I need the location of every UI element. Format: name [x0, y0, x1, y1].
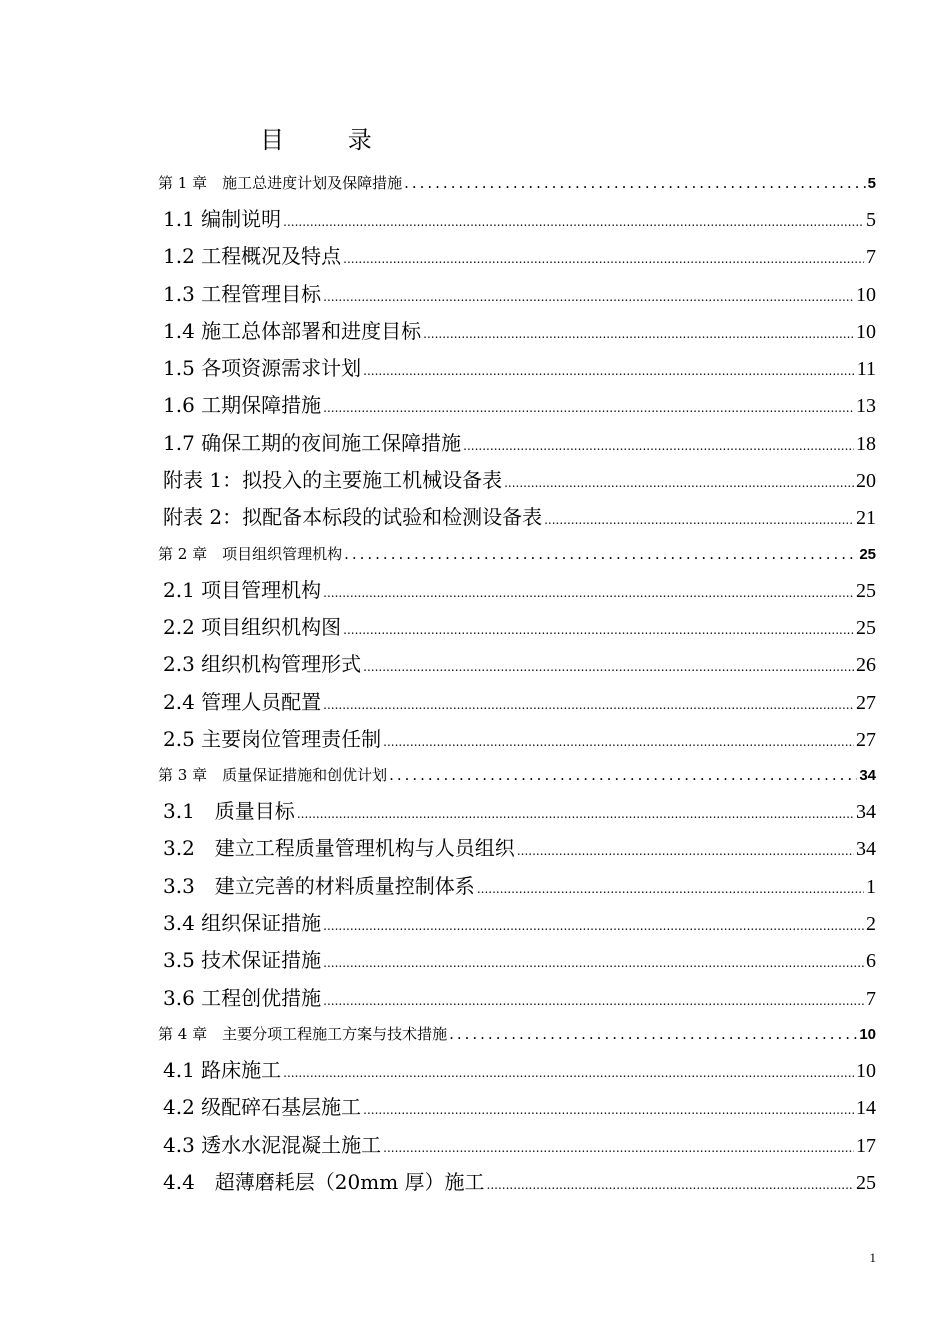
toc-entry-title: 3.1 质量目标 — [163, 799, 295, 824]
dot-leader — [323, 956, 864, 970]
toc-entry-page: 11 — [856, 358, 876, 381]
toc-title: 目 录 — [260, 126, 400, 154]
toc-entry-title: 1.1 编制说明 — [163, 207, 282, 231]
dot-leader — [363, 660, 854, 674]
dot-leader — [389, 766, 857, 784]
toc-entry-title: 4.2 级配碎石基层施工 — [163, 1095, 362, 1120]
toc-section-entry[interactable] — [158, 389, 876, 426]
dot-leader — [323, 919, 864, 933]
toc-entry-page: 34 — [856, 838, 876, 861]
dot-leader — [323, 698, 854, 712]
toc-entry-page: 34 — [856, 801, 876, 824]
dot-leader — [383, 735, 854, 749]
toc-entry-title: 1.6 工期保障措施 — [163, 393, 322, 418]
toc-section-entry[interactable] — [158, 203, 876, 240]
dot-leader — [363, 364, 855, 378]
toc-section-entry[interactable] — [158, 686, 876, 723]
toc-section-entry[interactable] — [158, 1129, 876, 1166]
toc-entry-title: 2.1 项目管理机构 — [163, 577, 322, 602]
toc-section-entry[interactable] — [158, 723, 876, 760]
dot-leader — [297, 807, 854, 821]
toc-entry-page: 17 — [856, 1134, 876, 1157]
toc-entry-title: 3.6 工程创优措施 — [163, 985, 322, 1010]
toc-section-entry[interactable] — [158, 832, 876, 869]
toc-entry-title: 1.4 施工总体部署和进度目标 — [163, 318, 422, 343]
toc-entry-page: 20 — [856, 470, 876, 493]
toc-entry-page: 2 — [866, 913, 876, 936]
page-number: 1 — [869, 1250, 876, 1265]
toc-entry-title: 1.5 各项资源需求计划 — [163, 356, 362, 381]
toc-entry-page: 7 — [866, 987, 876, 1010]
toc-entry-title: 附表 1：拟投入的主要施工机械设备表 — [163, 468, 503, 493]
toc-entry-title: 4.4 超薄磨耗层（20mm 厚）施工 — [163, 1169, 485, 1194]
dot-leader — [343, 623, 854, 637]
toc-entry-title: 附表 2：拟配备本标段的试验和检测设备表 — [163, 505, 543, 530]
toc-entry-title: 第 2 章 项目组织管理机构 — [158, 544, 343, 563]
toc-section-entry[interactable] — [158, 1166, 876, 1203]
dot-leader — [283, 215, 864, 229]
table-of-contents — [158, 168, 876, 1203]
toc-entry-title: 第 4 章 主要分项工程施工方案与技术措施 — [158, 1024, 448, 1043]
toc-section-entry[interactable] — [158, 870, 876, 907]
toc-entry-page: 21 — [856, 507, 876, 530]
dot-leader — [504, 476, 854, 490]
toc-entry-page: 26 — [856, 654, 876, 677]
toc-section-entry[interactable] — [158, 464, 876, 501]
dot-leader — [343, 252, 864, 266]
toc-section-entry[interactable] — [158, 427, 876, 464]
toc-entry-title: 2.3 组织机构管理形式 — [163, 652, 362, 677]
toc-section-entry[interactable] — [158, 1054, 876, 1091]
dot-leader — [449, 1025, 857, 1043]
toc-entry-page: 10 — [856, 283, 876, 306]
dot-leader — [517, 844, 854, 858]
toc-entry-title: 2.4 管理人员配置 — [163, 689, 322, 714]
toc-section-entry[interactable] — [158, 352, 876, 389]
toc-entry-title: 3.2 建立工程质量管理机构与人员组织 — [163, 836, 515, 861]
toc-entry-title: 4.1 路床施工 — [163, 1057, 282, 1082]
toc-entry-title: 2.5 主要岗位管理责任制 — [163, 726, 382, 751]
toc-section-entry[interactable] — [158, 1091, 876, 1128]
toc-section-entry[interactable] — [158, 240, 876, 277]
toc-section-entry[interactable] — [158, 648, 876, 685]
dot-leader — [487, 1178, 854, 1192]
dot-leader — [363, 1103, 854, 1117]
toc-entry-title: 第 1 章 施工总进度计划及保障措施 — [158, 174, 403, 192]
dot-leader — [323, 290, 854, 304]
toc-entry-title: 3.5 技术保证措施 — [163, 948, 322, 973]
toc-entry-page: 27 — [856, 728, 876, 751]
toc-entry-page: 34 — [859, 767, 876, 785]
toc-entry-page: 14 — [856, 1097, 876, 1120]
toc-entry-page: 6 — [866, 950, 876, 973]
toc-entry-title: 第 3 章 质量保证措施和创优计划 — [158, 766, 388, 785]
toc-entry-page: 25 — [856, 616, 876, 639]
toc-entry-title: 2.2 项目组织机构图 — [163, 614, 342, 639]
dot-leader — [283, 1066, 854, 1080]
dot-leader — [344, 545, 857, 563]
dot-leader — [477, 882, 864, 896]
toc-entry-title: 1.7 确保工期的夜间施工保障措施 — [163, 430, 462, 455]
toc-section-entry[interactable] — [158, 907, 876, 944]
dot-leader — [383, 1141, 854, 1155]
toc-entry-page: 18 — [856, 432, 876, 455]
toc-entry-page: 27 — [856, 691, 876, 714]
dot-leader — [323, 586, 854, 600]
toc-entry-page: 13 — [856, 395, 876, 418]
toc-section-entry[interactable] — [158, 982, 876, 1019]
toc-entry-page: 10 — [859, 1025, 876, 1043]
toc-entry-page: 25 — [859, 545, 876, 563]
toc-section-entry[interactable] — [158, 944, 876, 981]
toc-chapter-entry[interactable] — [158, 1019, 876, 1054]
toc-entry-page: 1 — [866, 875, 876, 898]
dot-leader — [544, 513, 854, 527]
dot-leader — [404, 174, 866, 192]
toc-section-entry[interactable] — [158, 795, 876, 832]
toc-entry-title: 4.3 透水水泥混凝土施工 — [163, 1132, 382, 1157]
dot-leader — [463, 439, 854, 453]
toc-chapter-entry[interactable] — [158, 760, 876, 795]
toc-chapter-entry[interactable] — [158, 168, 876, 203]
toc-entry-title: 1.3 工程管理目标 — [163, 281, 322, 306]
toc-entry-title: 1.2 工程概况及特点 — [163, 244, 342, 269]
toc-entry-page: 25 — [856, 579, 876, 602]
toc-section-entry[interactable] — [158, 611, 876, 648]
toc-section-entry[interactable] — [158, 315, 876, 352]
toc-entry-page: 25 — [856, 1171, 876, 1194]
toc-entry-page: 7 — [866, 246, 876, 269]
dot-leader — [423, 327, 854, 341]
toc-entry-page: 5 — [867, 175, 876, 192]
toc-entry-title: 3.4 组织保证措施 — [163, 911, 322, 936]
dot-leader — [323, 994, 864, 1008]
toc-entry-page: 10 — [856, 1059, 876, 1082]
toc-section-entry[interactable] — [158, 278, 876, 315]
dot-leader — [323, 401, 854, 415]
toc-entry-page: 5 — [866, 209, 876, 231]
toc-entry-title: 3.3 建立完善的材料质量控制体系 — [163, 873, 475, 898]
toc-chapter-entry[interactable] — [158, 539, 876, 574]
toc-entry-page: 10 — [856, 320, 876, 343]
toc-section-entry[interactable] — [158, 501, 876, 538]
toc-section-entry[interactable] — [158, 574, 876, 611]
